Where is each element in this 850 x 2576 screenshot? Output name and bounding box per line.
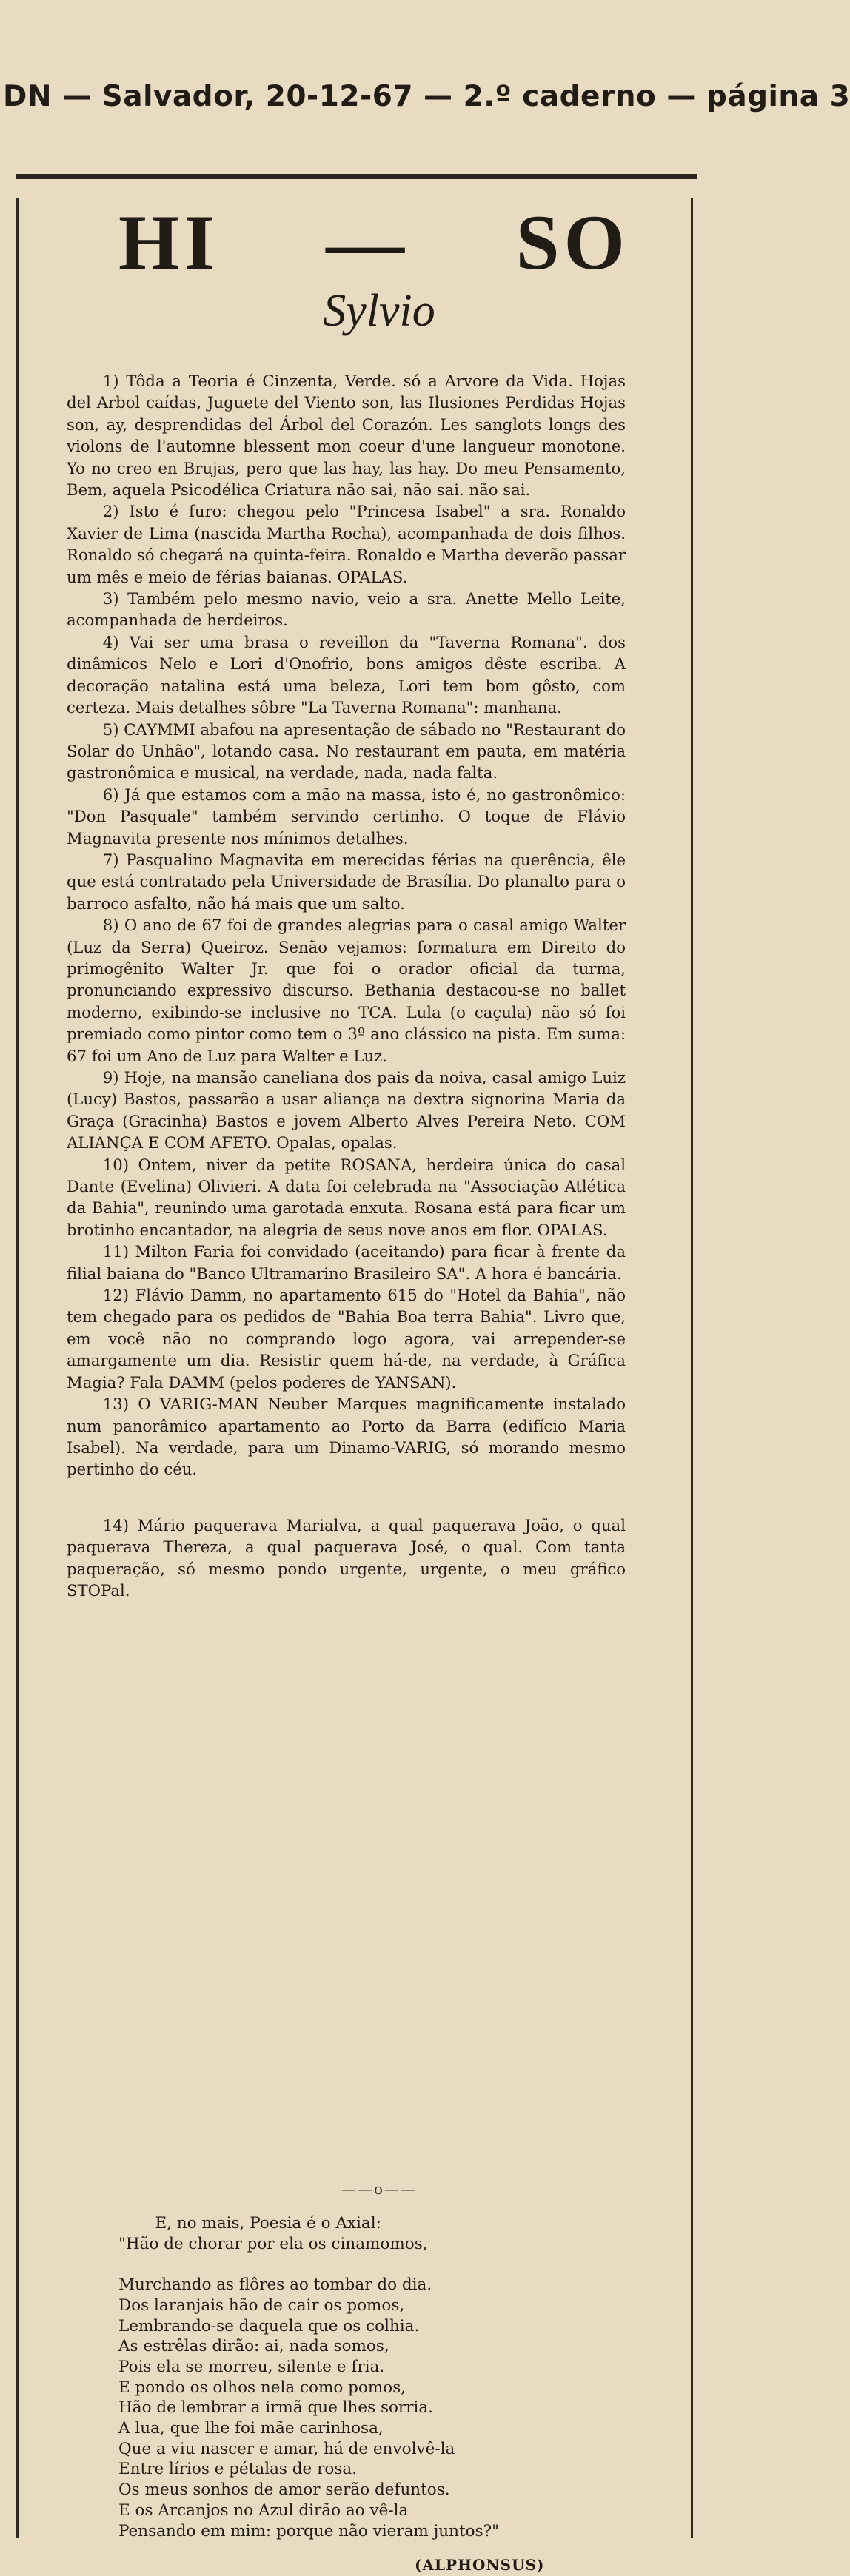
article-body xyxy=(67,370,626,1601)
title-right: SO xyxy=(515,199,629,286)
paragraph: 12) Flávio Damm, no apartamento 615 do "Hotel da Bahia", não tem chegado para os pedidos de "Bahia Boa terra Bahia". Livro que, em você não no comprando logo agora, vai arrepender-se amargamente um dia. Resistir quem há-de, na verdade, à Gráfica Magia? Fala DAMM (pelos poderes de YANSAN). xyxy=(67,1286,626,1392)
poem-line: Dos laranjais hão de cair os pomos, xyxy=(118,2295,405,2315)
header-rule xyxy=(16,174,697,179)
title-dash: — xyxy=(326,199,409,286)
poem-line: Lembrando-se daquela que os colhia. xyxy=(118,2316,420,2335)
poem-line: Pensando em mim: porque não vieram juntos?" xyxy=(118,2521,500,2540)
poem-line: Murchando as flôres ao tombar do dia. xyxy=(118,2275,432,2295)
poem-line: As estrêlas dirão: ai, nada somos, xyxy=(118,2337,389,2356)
paragraph: 4) Vai ser uma brasa o reveillon da "Taverna Romana". dos dinâmicos Nelo e Lori d'Onofrio, bons amigos dêste escriba. A decoração natalina está uma beleza, Lori tem bom gôsto, com certeza. Mais detalhes sôbre "La Taverna Romana": manhana. xyxy=(67,632,626,717)
poem-line: Pois ela se morreu, silente e fria. xyxy=(118,2357,385,2376)
paragraph: 3) Também pelo mesmo navio, veio a sra. Anette Mello Leite, acompanhada de herdeiros. xyxy=(67,589,626,630)
paragraph: 5) CAYMMI abafou na apresentação de sábado no "Restaurant do Solar do Unhão", lotando casa. No restaurant em pauta, em matéria gastronômica e musical, na verdade, nada, nada falta. xyxy=(67,720,626,782)
byline: Sylvio xyxy=(323,286,435,336)
page-header: DN — Salvador, 20-12-67 — 2.º caderno — página 3 xyxy=(3,80,850,113)
poem xyxy=(118,2213,637,2541)
poem-line: A lua, que lhe foi mãe carinhosa, xyxy=(118,2419,384,2438)
paragraph: 10) Ontem, niver da petite ROSANA, herdeira única do casal Dante (Evelina) Olivieri. A data foi celebrada na "Associação Atlética da Bahia", reunindo uma garotada enxuta. Rosana está para ficar um brotinho encantador, na alegria de seus nove anos em flor. OPALAS. xyxy=(67,1155,626,1239)
poem-line: "Hão de chorar por ela os cinamomos, xyxy=(118,2234,428,2253)
paragraph: 13) O VARIG-MAN Neuber Marques magnificamente instalado num panorâmico apartamento ao Porto da Barra (edifício Maria Isabel). Na verdade, para um Dinamo-VARIG, só morando mesmo pertinho do céu. xyxy=(67,1395,626,1479)
poem-line: Que a viu nascer e amar, há de envolvê-la xyxy=(118,2439,455,2458)
poem-stanza-break xyxy=(118,2254,637,2275)
title-left: HI xyxy=(118,199,219,286)
paragraph: 14) Mário paquerava Marialva, a qual paquerava João, o qual paquerava Thereza, a qual paquerava José, o qual. Com tanta paqueração, só mesmo pondo urgente, urgente, o meu gráfico STOPal. xyxy=(67,1515,626,1600)
paragraph: 7) Pasqualino Magnavita em merecidas férias na querência, êle que está contratado pela Universidade de Brasília. Do planalto para o barroco asfalto, não há mais que um salto. xyxy=(67,850,626,913)
poem-intro: E, no mais, Poesia é o Axial: xyxy=(155,2214,381,2233)
paragraph: 6) Já que estamos com a mão na massa, isto é, no gastronômico: "Don Pasquale" também servindo certinho. O toque de Flávio Magnavita presente nos mínimos detalhes. xyxy=(67,785,626,848)
paragraph: 1) Tôda a Teoria é Cinzenta, Verde. só a Arvore da Vida. Hojas del Arbol caídas, Juguete del Viento son, las Ilusiones Perdidas Hojas son, ay, desprendidas del Árbol del Corazón. Les sanglots longs des violons de l'automne blessent mon coeur d'une langueur monotone. Yo no creo en Brujas, pero que las hay, las hay. Do meu Pensamento, Bem, aquela Psicodélica Criatura não sai, não sai. não sai. xyxy=(67,372,626,500)
poem-line: E pondo os olhos nela como pomos, xyxy=(118,2378,406,2397)
poem-line: Entre lírios e pétalas de rosa. xyxy=(118,2460,358,2479)
paragraph: 8) O ano de 67 foi de grandes alegrias para o casal amigo Walter (Luz da Serra) Queiroz. Senão vejamos: formatura em Direito do primogênito Walter Jr. que foi o orador oficial da turma, pronunciando expressivo discurso. Bethania destacou-se no ballet moderno, exibindo-se inclusive no TCA. Lula (o caçula) não só foi premiado como pintor como tem o 3º ano clássico na pista. Em suma: 67 foi um Ano de Luz para Walter e Luz. xyxy=(67,916,626,1065)
column-title xyxy=(118,198,629,287)
poem-line: E os Arcanjos no Azul dirão ao vê-la xyxy=(118,2500,409,2520)
poem-line: Hão de lembrar a irmã que lhes sorria. xyxy=(118,2398,434,2418)
poem-line: Os meus sonhos de amor serão defuntos. xyxy=(118,2481,450,2500)
paragraph: 11) Milton Faria foi convidado (aceitando) para ficar à frente da filial baiana do "Banco Ultramarino Brasileiro SA". A hora é bancária. xyxy=(67,1242,626,1283)
signature: (ALPHONSUS) xyxy=(415,2556,545,2574)
paragraph: 2) Isto é furo: chegou pelo "Princesa Isabel" a sra. Ronaldo Xavier de Lima (nascida Martha Rocha), acompanhada de dois filhos. Ronaldo só chegará na quinta-feira. Ronaldo e Martha deverão passar um mês e meio de férias baianas. OPALAS. xyxy=(67,502,626,586)
paragraph: 9) Hoje, na mansão caneliana dos pais da noiva, casal amigo Luiz (Lucy) Bastos, passarão a usar aliança na dextra signorina Maria da Graça (Gracinha) Bastos e jovem Alberto Alves Pereira Neto. COM ALIANÇA E COM AFETO. Opalas, opalas. xyxy=(67,1068,626,1153)
section-divider: ——o—— xyxy=(341,2180,418,2198)
